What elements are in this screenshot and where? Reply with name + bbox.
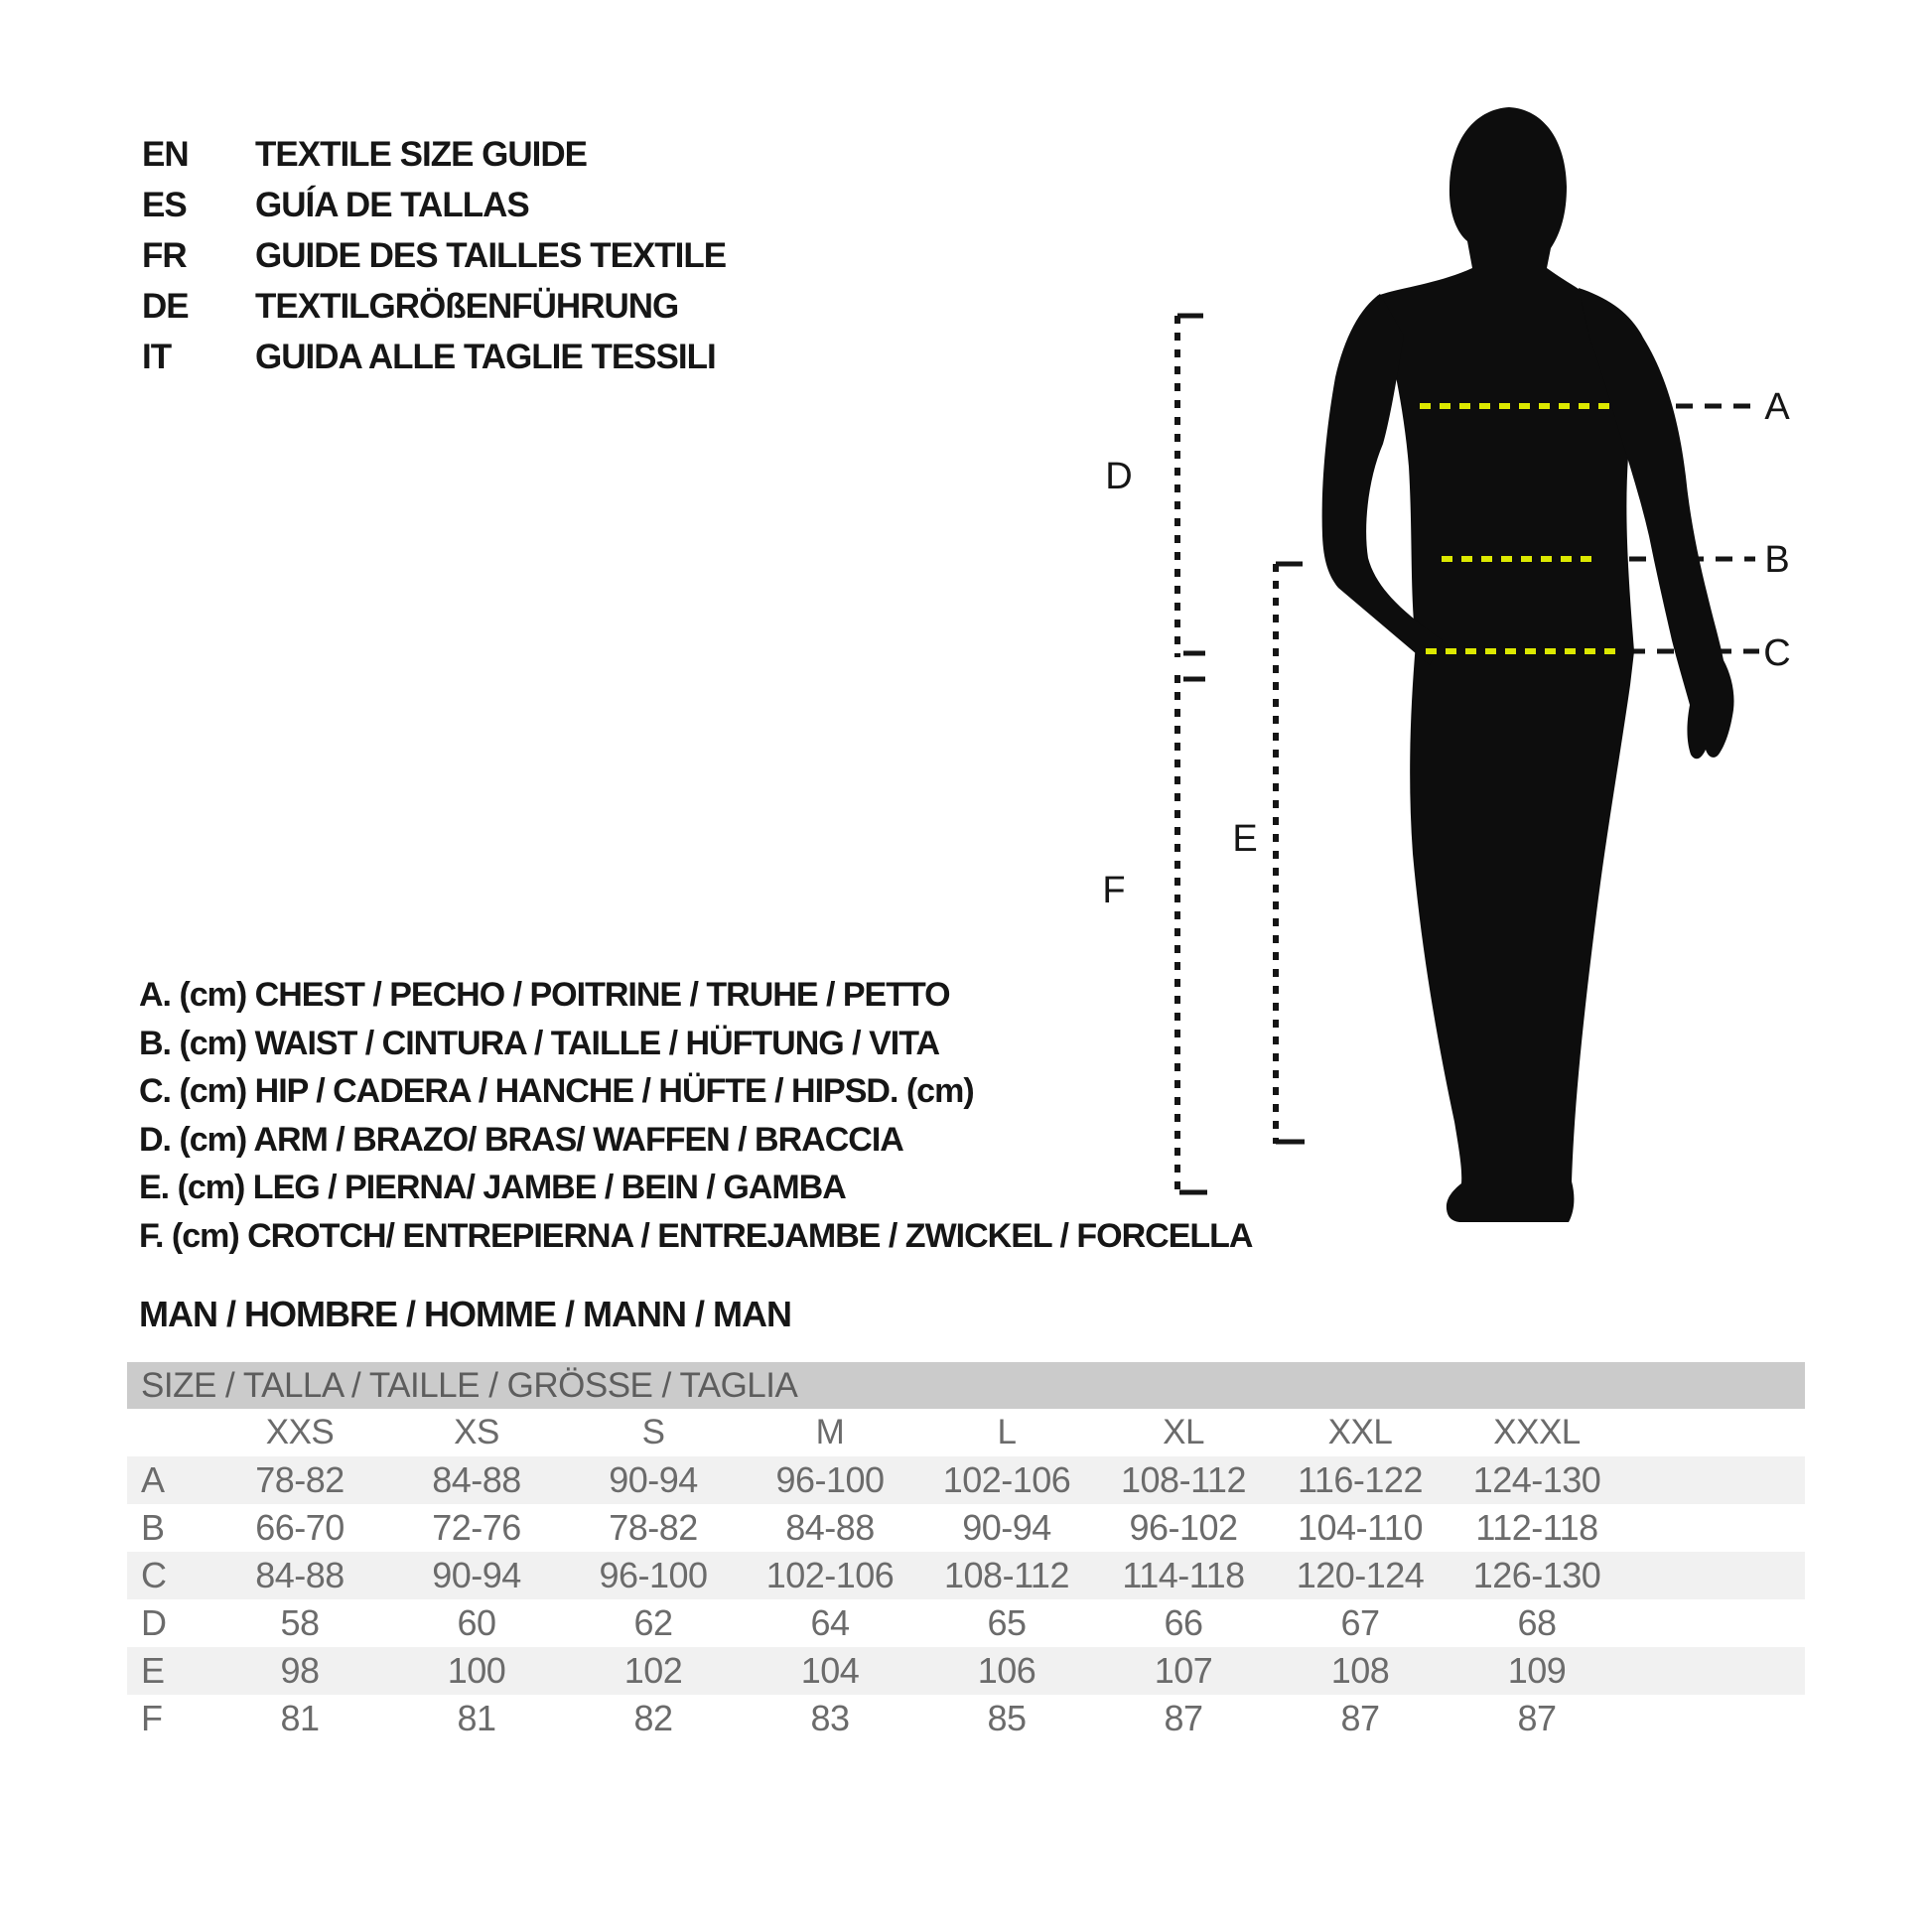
cell: 81 <box>457 1698 496 1738</box>
size-columns-spacer <box>127 1409 211 1456</box>
cell: 102 <box>623 1650 683 1691</box>
chest-label: A <box>1764 386 1790 428</box>
category-title: MAN / HOMBRE / HOMME / MANN / MAN <box>139 1294 791 1334</box>
language-code: EN <box>142 135 189 174</box>
legend-item-waist: B. (cm) WAIST / CINTURA / TAILLE / HÜFTUNG / VITA <box>139 1024 939 1062</box>
cell: 58 <box>280 1602 320 1643</box>
cell: 87 <box>1340 1698 1380 1738</box>
legend-item-chest: A. (cm) CHEST / PECHO / POITRINE / TRUHE / PETTO <box>139 976 950 1014</box>
size-col-xxs: XXS <box>265 1413 335 1451</box>
cell: 66-70 <box>255 1507 345 1548</box>
row-key: E <box>141 1650 165 1691</box>
cell: 120-124 <box>1296 1555 1425 1595</box>
cell: 124-130 <box>1472 1459 1601 1500</box>
size-col-s: S <box>641 1413 665 1451</box>
crotch-label: F <box>1102 870 1126 911</box>
size-col-xl: XL <box>1163 1413 1204 1451</box>
size-col-xxl: XXL <box>1327 1413 1393 1451</box>
cell: 104-110 <box>1298 1507 1423 1548</box>
size-col-xxxl: XXXL <box>1493 1413 1581 1451</box>
size-col-l: L <box>997 1413 1017 1451</box>
language-code: ES <box>142 186 187 224</box>
arm-label: D <box>1105 456 1133 497</box>
row-key: C <box>141 1555 167 1595</box>
table-row-hip <box>127 1552 1805 1599</box>
cell: 68 <box>1517 1602 1557 1643</box>
cell: 114-118 <box>1122 1555 1245 1595</box>
cell: 87 <box>1164 1698 1203 1738</box>
language-row <box>142 129 726 180</box>
cell: 83 <box>810 1698 850 1738</box>
legend-item-hip: C. (cm) HIP / CADERA / HANCHE / HÜFTE / HIPSD. (cm) <box>139 1072 974 1110</box>
table-row-leg <box>127 1647 1805 1695</box>
table-row-crotch <box>127 1695 1805 1742</box>
size-col-m: M <box>815 1413 845 1451</box>
language-title: GUIDA ALLE TAGLIE TESSILI <box>255 338 716 376</box>
language-code: FR <box>142 236 187 275</box>
cell: 102-106 <box>942 1459 1071 1500</box>
silhouette-body <box>1377 107 1634 1222</box>
cell: 85 <box>987 1698 1027 1738</box>
size-columns-row <box>127 1409 1805 1456</box>
language-row <box>142 180 726 230</box>
language-title: GUÍA DE TALLAS <box>255 186 529 224</box>
cell: 81 <box>280 1698 320 1738</box>
cell: 102-106 <box>765 1555 895 1595</box>
cell: 96-100 <box>775 1459 885 1500</box>
cell: 96-102 <box>1129 1507 1238 1548</box>
language-title: TEXTILGRÖßENFÜHRUNG <box>255 287 679 326</box>
language-title-list <box>142 129 726 382</box>
cell: 106 <box>977 1650 1036 1691</box>
cell: 87 <box>1517 1698 1557 1738</box>
row-key: B <box>141 1507 165 1548</box>
leg-label: E <box>1232 818 1258 860</box>
language-title: GUIDE DES TAILLES TEXTILE <box>255 236 727 275</box>
cell: 116-122 <box>1298 1459 1423 1500</box>
cell: 108-112 <box>1121 1459 1246 1500</box>
cell: 67 <box>1340 1602 1380 1643</box>
cell: 62 <box>633 1602 673 1643</box>
cell: 90-94 <box>609 1459 698 1500</box>
cell: 60 <box>457 1602 496 1643</box>
table-row-arm <box>127 1599 1805 1647</box>
cell: 108-112 <box>944 1555 1069 1595</box>
cell: 126-130 <box>1472 1555 1601 1595</box>
waist-label: B <box>1764 539 1790 581</box>
cell: 84-88 <box>785 1507 875 1548</box>
cell: 82 <box>633 1698 673 1738</box>
table-row-waist <box>127 1504 1805 1552</box>
cell: 66 <box>1164 1602 1203 1643</box>
cell: 100 <box>447 1650 506 1691</box>
size-table <box>127 1362 1805 1742</box>
cell: 109 <box>1507 1650 1567 1691</box>
size-table-header: SIZE / TALLA / TAILLE / GRÖSSE / TAGLIA <box>127 1362 1805 1409</box>
language-title: TEXTILE SIZE GUIDE <box>255 135 587 174</box>
cell: 108 <box>1330 1650 1390 1691</box>
language-code: IT <box>142 338 172 376</box>
row-key: F <box>141 1698 163 1738</box>
man-silhouette <box>1322 107 1734 1222</box>
cell: 98 <box>280 1650 320 1691</box>
cell: 72-76 <box>432 1507 521 1548</box>
language-row <box>142 230 726 281</box>
measurement-legend <box>139 971 1252 1260</box>
cell: 90-94 <box>962 1507 1051 1548</box>
cell: 107 <box>1154 1650 1213 1691</box>
size-col-xs: XS <box>454 1413 499 1451</box>
cell: 84-88 <box>432 1459 521 1500</box>
language-code: DE <box>142 287 189 326</box>
cell: 78-82 <box>609 1507 698 1548</box>
language-row <box>142 281 726 332</box>
cell: 64 <box>810 1602 850 1643</box>
legend-item-crotch: F. (cm) CROTCH/ ENTREPIERNA / ENTREJAMBE / ZWICKEL / FORCELLA <box>139 1216 1253 1255</box>
row-key: A <box>141 1459 165 1500</box>
table-row-chest <box>127 1456 1805 1504</box>
cell: 84-88 <box>255 1555 345 1595</box>
legend-item-leg: E. (cm) LEG / PIERNA/ JAMBE / BEIN / GAMBA <box>139 1169 846 1206</box>
legend-item-arm: D. (cm) ARM / BRAZO/ BRAS/ WAFFEN / BRACCIA <box>139 1120 903 1159</box>
cell: 78-82 <box>255 1459 345 1500</box>
row-key: D <box>141 1602 167 1643</box>
cell: 65 <box>987 1602 1027 1643</box>
cell: 90-94 <box>432 1555 521 1595</box>
language-row <box>142 332 726 382</box>
cell: 96-100 <box>599 1555 708 1595</box>
cell: 112-118 <box>1475 1507 1598 1548</box>
hip-label: C <box>1763 632 1791 674</box>
cell: 104 <box>800 1650 860 1691</box>
